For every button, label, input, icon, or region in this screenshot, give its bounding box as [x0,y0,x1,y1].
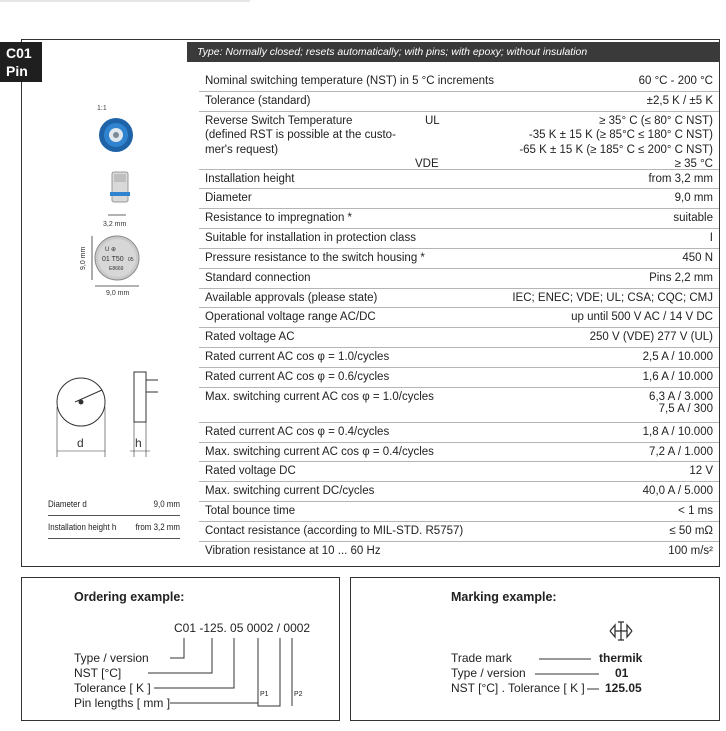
spec-value: 40,0 A / 5.000 [642,485,713,498]
spec-value: 2,5 A / 10.000 [642,351,713,364]
spec-value: Pins 2,2 mm [649,271,713,284]
disc-code: 01 T50 [102,256,124,263]
spec-label: Pressure resistance to the switch housing * [205,251,425,264]
spec-label: Available approvals (please state) [205,291,378,304]
product-bottom-photo [95,236,139,280]
dim-label: Diameter d [48,499,87,509]
spec-value: from 3,2 mm [648,172,713,185]
dia-dim-h-label: 9,0 mm [106,290,130,297]
ordering-line-tol: Tolerance [ K ] [74,681,151,695]
ordering-example-box [21,577,340,721]
dimension-row [48,493,180,516]
ordering-line-pins: Pin lengths [ mm ] [74,696,171,710]
rst-label: Reverse Switch Temperature [205,114,353,127]
marking-value-nst: 125.05 [605,681,642,695]
spec-value: IEC; ENEC; VDE; UL; CSA; CQC; CMJ [512,291,713,304]
spec-value: I [709,232,713,245]
spec-row [199,542,719,562]
product-illustrations [22,62,187,492]
spec-label: Diameter [205,192,252,205]
badge-variant: Pin [6,63,28,79]
rst-value: -65 K ± 15 K (≥ 185° C ≤ 200° C NST) [519,143,713,156]
spec-row [199,482,719,502]
spec-label: Rated current AC cos φ = 0.6/cycles [205,370,390,383]
spec-row [199,269,719,289]
marking-line-trademark: Trade mark [451,651,512,665]
ordering-line-type: Type / version [74,651,149,665]
spec-value: 450 N [682,251,713,264]
spec-value: 60 °C - 200 °C [638,75,713,87]
spec-row-rst [199,112,719,170]
spec-value: suitable [673,212,713,225]
spec-value: up until 500 V AC / 14 V DC [571,311,713,324]
spec-row [199,249,719,269]
spec-row [199,348,719,368]
spec-label: Suitable for installation in protection class [205,232,416,245]
badge-code: C01 [6,45,32,61]
spec-row [199,209,719,229]
spec-row [199,72,719,92]
ordering-title: Ordering example: [74,590,185,604]
spec-label: Nominal switching temperature (NST) in 5 °C increments [205,75,494,87]
spec-row [199,229,719,249]
dim-label: Installation height h [48,522,117,532]
rst-value: ≥ 35 °C [674,158,713,171]
marking-line-type: Type / version [451,666,526,680]
spec-value: 12 V [689,465,713,478]
ordering-code: C01 -125. 05 0002 / 0002 [174,621,311,635]
marking-line-nst: NST [°C] . Tolerance [ K ] [451,681,585,695]
spec-row [199,423,719,443]
dim-value: from 3,2 mm [135,522,180,532]
height-dim-label: 3,2 mm [103,221,127,228]
spec-row [199,289,719,309]
product-side-photo [110,172,130,202]
spec-row [199,328,719,348]
marking-leader-lines [351,578,721,722]
spec-row [199,368,719,388]
spec-label: Vibration resistance at 10 ... 60 Hz [205,544,381,557]
rst-label: (defined RST is possible at the custo- [205,129,396,142]
dim-value: 9,0 mm [153,499,180,509]
spec-row [199,308,719,328]
scale-label: 1:1 [97,105,107,112]
spec-label: Operational voltage range AC/DC [205,311,376,324]
spec-value: 6,3 A / 3.000 [649,390,713,403]
spec-value: ±2,5 K / ±5 K [646,94,713,107]
spec-row [199,189,719,209]
diameter-symbol: d [77,436,84,450]
marking-example-box [350,577,720,721]
product-top-photo [99,118,133,152]
ordering-leader-lines [22,578,341,722]
dimension-table [48,493,180,539]
spec-value: 9,0 mm [674,192,713,205]
spec-row [199,92,719,112]
height-symbol: h [135,436,142,450]
spec-label: Standard connection [205,271,311,284]
marking-value-type: 01 [615,666,629,680]
marking-title: Marking example: [451,590,557,604]
spec-label: Resistance to impregnation * [205,212,353,225]
spec-row [199,502,719,522]
spec-row [199,170,719,190]
marking-value-trademark: thermik [599,651,643,665]
spec-value: ≤ 50 mΩ [669,524,713,537]
spec-label: Rated current AC cos φ = 0.4/cycles [205,425,390,438]
rst-ul: UL [425,114,440,127]
spec-table [199,72,719,562]
dia-dim-v-label: 9,0 mm [80,246,87,270]
top-divider [0,0,250,2]
spec-row [199,462,719,482]
spec-label: Max. switching current AC cos φ = 1.0/cycles [205,390,434,403]
spec-label: Rated voltage AC [205,331,295,344]
spec-label: Rated voltage DC [205,465,296,478]
spec-label: Max. switching current DC/cycles [205,485,375,498]
svg-text:U ⊕: U ⊕ [105,247,117,253]
rst-vde: VDE [415,158,439,171]
spec-value: < 1 ms [678,505,713,518]
pin-p1-label: P1 [260,691,269,698]
disc-tol: 05 [128,257,134,263]
spec-value: 1,8 A / 10.000 [642,425,713,438]
spec-row [199,522,719,542]
spec-row [199,443,719,463]
ordering-line-nst: NST [°C] [74,666,122,680]
spec-value: 100 m/s² [668,544,713,557]
rst-value: -35 K ± 15 K (≥ 85°C ≤ 180° C NST) [528,129,713,142]
spec-value: 1,6 A / 10.000 [642,370,713,383]
dimension-row [48,516,180,539]
spec-label: Rated current AC cos φ = 1.0/cycles [205,351,390,364]
spec-label: Tolerance (standard) [205,94,311,107]
rst-value: ≥ 35° C (≤ 80° C NST) [599,114,713,127]
spec-value: 7,2 A / 1.000 [649,445,713,458]
spec-row [199,388,719,423]
spec-value: 250 V (VDE) 277 V (UL) [589,331,713,344]
spec-label: Contact resistance (according to MIL-STD. R5757) [205,524,464,537]
spec-label: Total bounce time [205,505,296,518]
spec-label: Max. switching current AC cos φ = 0.4/cycles [205,445,434,458]
rst-label: mer's request) [205,143,279,156]
disc-mark: E8669 [109,266,124,272]
pin-p2-label: P2 [294,691,303,698]
spec-label: Installation height [205,172,295,185]
type-bar: Type: Normally closed; resets automatically; with pins; with epoxy; without insulation [187,42,720,62]
spec-value: 7,5 A / 300 [658,402,713,415]
